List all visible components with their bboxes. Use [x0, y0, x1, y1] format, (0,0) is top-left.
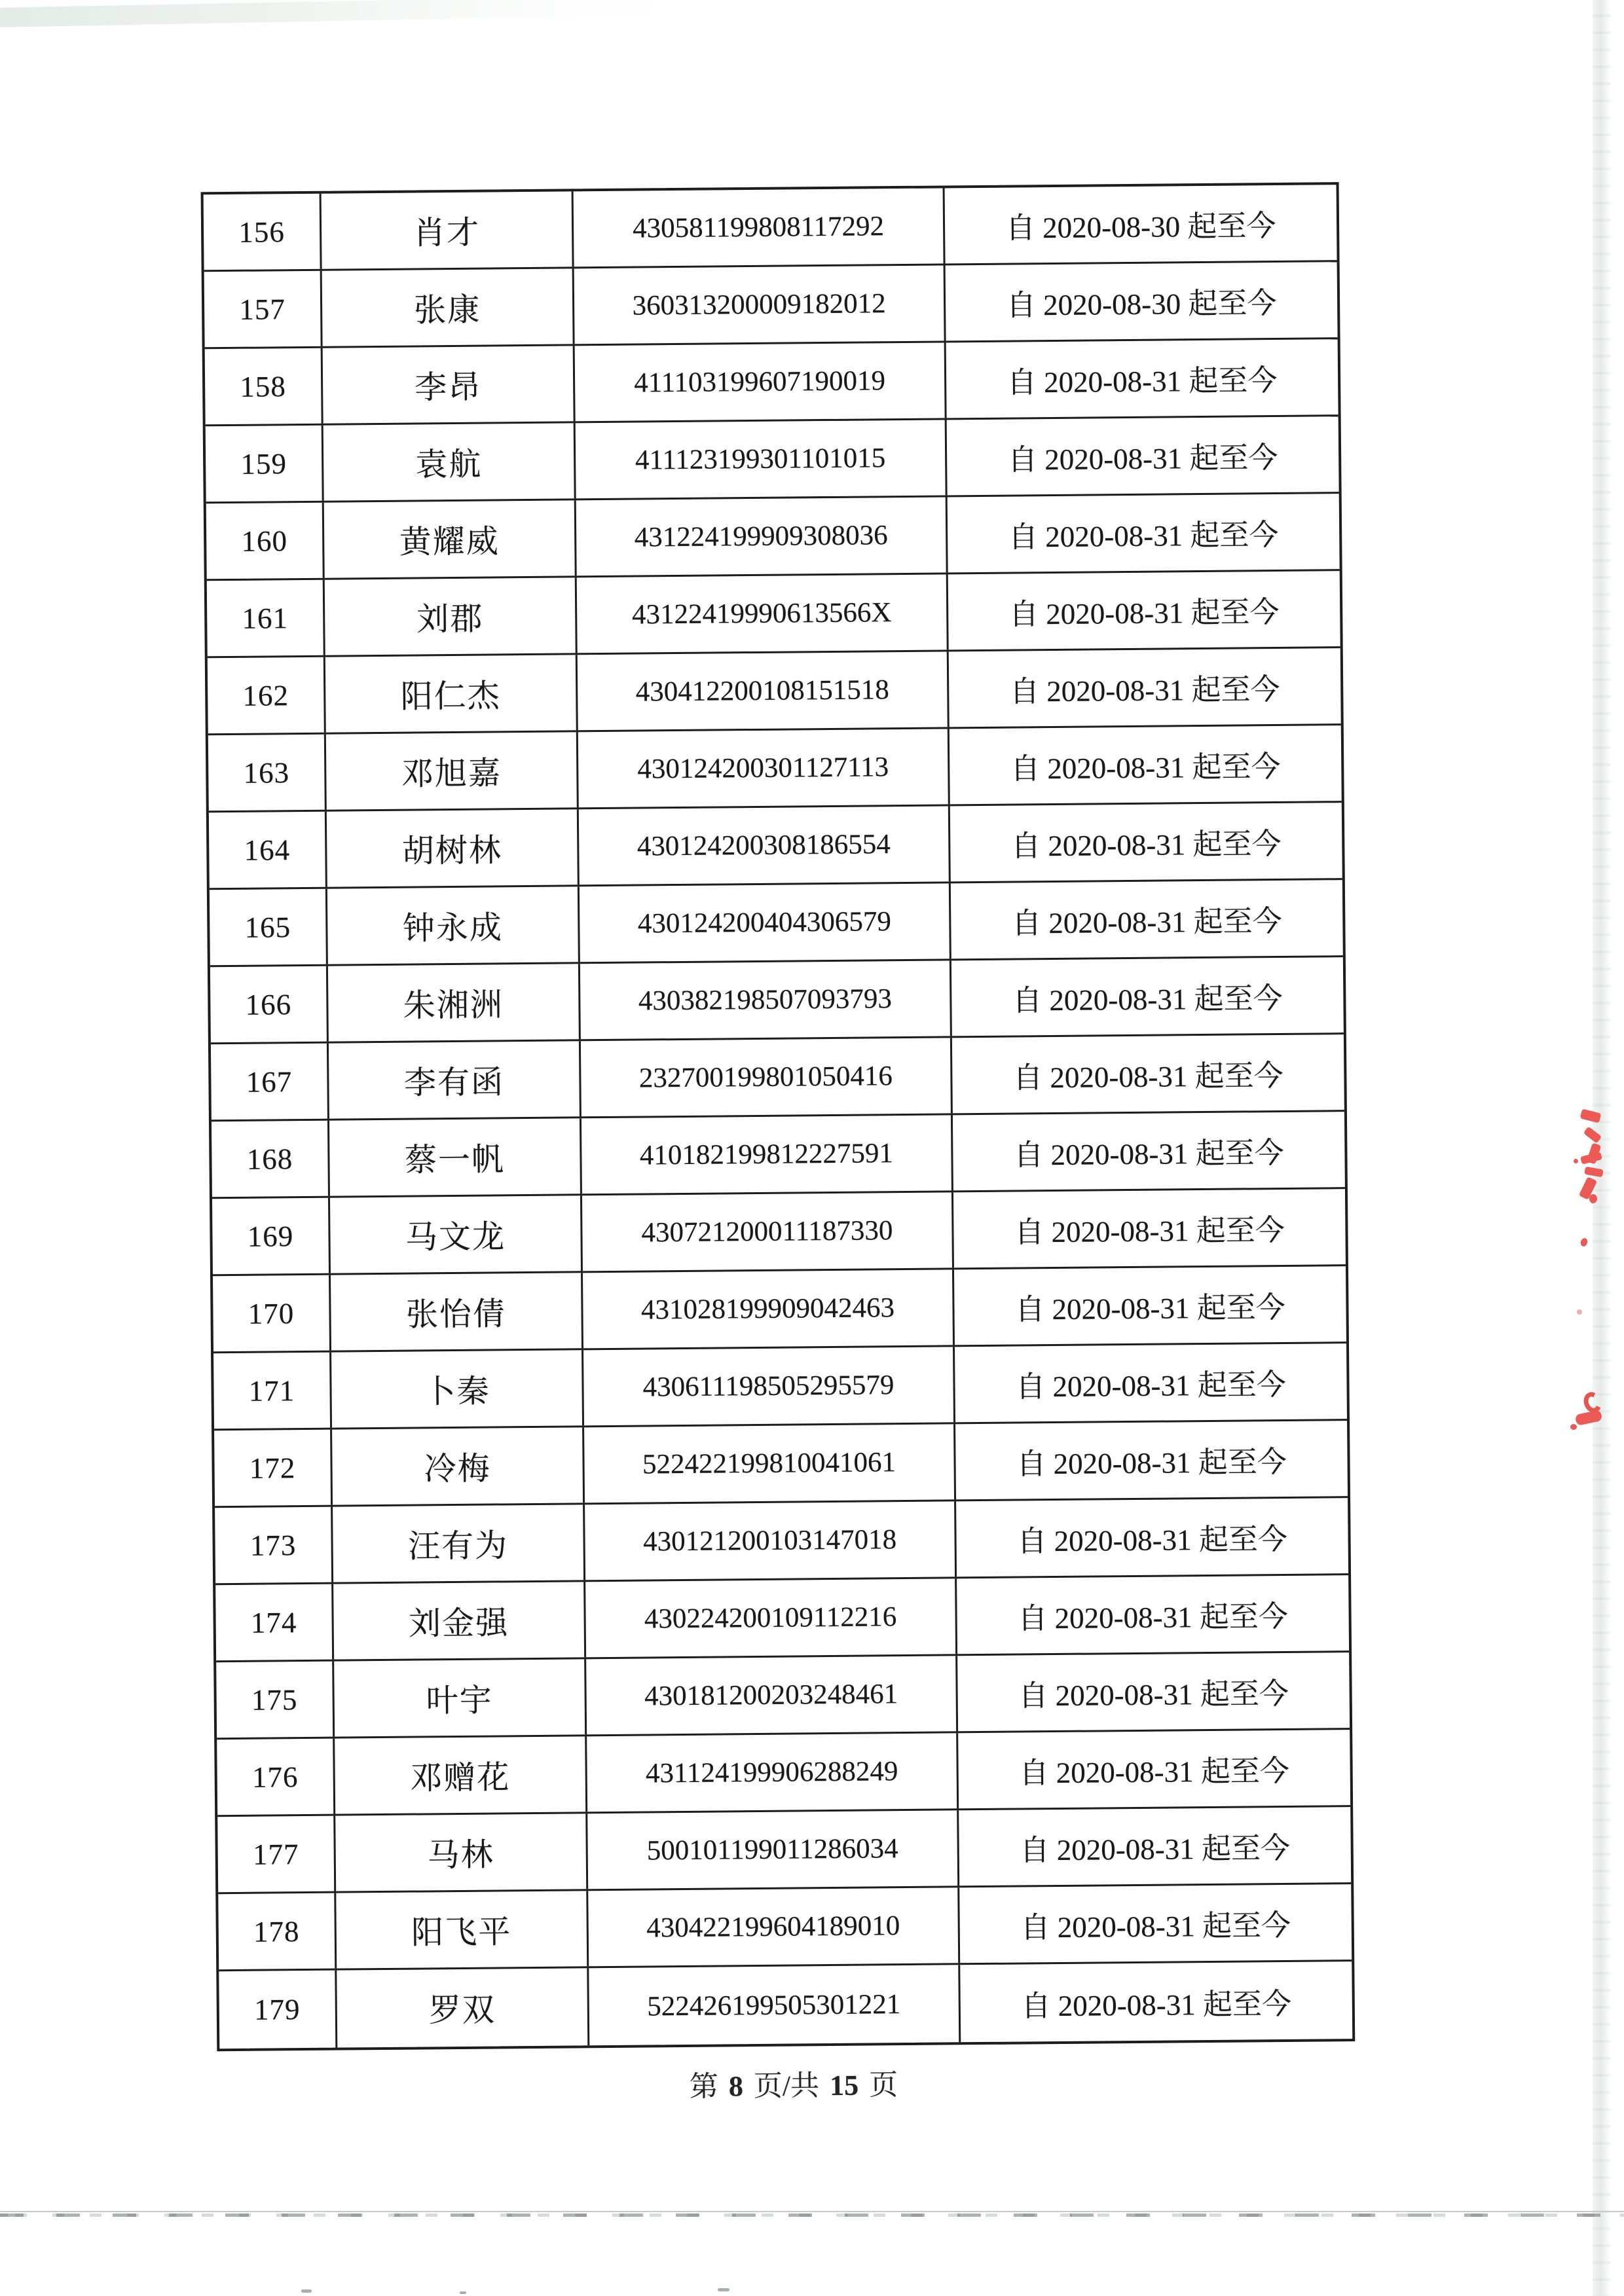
- validity-period: 自 2020-08-31 起至今: [1007, 441, 1278, 477]
- table-row: [214, 1421, 1348, 1508]
- row-number: 165: [210, 889, 328, 966]
- paper-speck: [718, 2288, 729, 2291]
- validity-period: 自 2020-08-31 起至今: [1012, 981, 1283, 1017]
- paper-speck: [460, 2291, 466, 2294]
- row-number: 175: [216, 1662, 335, 1738]
- table-row: [212, 1112, 1345, 1199]
- person-name: 钟永成: [327, 886, 580, 964]
- row-number: 179: [219, 1971, 337, 2049]
- validity-period: 自 2020-08-31 起至今: [1020, 1908, 1291, 1944]
- id-number: 430611198505295579: [583, 1347, 955, 1425]
- table-row: [217, 1730, 1350, 1817]
- validity-period: 自 2020-08-31 起至今: [1016, 1445, 1287, 1481]
- person-name: 马文龙: [330, 1195, 583, 1273]
- footer-suffix: 页: [868, 2069, 898, 2102]
- person-name: 刘金强: [333, 1582, 586, 1659]
- validity-period: 自 2020-08-31 起至今: [1017, 1522, 1288, 1558]
- person-name: 张怡倩: [331, 1273, 583, 1350]
- id-number: 430124200308186554: [579, 806, 951, 884]
- row-number: 159: [206, 426, 324, 502]
- id-number: 430412200108151518: [578, 651, 950, 730]
- person-name: 卜秦: [331, 1350, 584, 1427]
- table-row: [216, 1652, 1350, 1740]
- person-name: 朱湘洲: [328, 964, 581, 1041]
- table-row: [206, 494, 1340, 581]
- scan-dashes-bottom: [0, 2214, 1624, 2217]
- id-number: 360313200009182012: [574, 265, 946, 344]
- row-number: 177: [217, 1816, 336, 1893]
- table-row: [215, 1498, 1348, 1585]
- id-number: 431124199906288249: [587, 1733, 959, 1812]
- footer-page-number: 8: [728, 2070, 744, 2103]
- table-row: [219, 1961, 1352, 2049]
- row-number: 166: [210, 966, 329, 1043]
- row-number: 173: [215, 1507, 333, 1584]
- validity-period: 自 2020-08-31 起至今: [1008, 518, 1279, 554]
- row-number: 174: [215, 1584, 334, 1661]
- row-number: 157: [204, 271, 323, 348]
- roster-table: [201, 182, 1356, 2051]
- validity-period: 自 2020-08-31 起至今: [1015, 1290, 1285, 1326]
- table-row: [215, 1575, 1349, 1662]
- person-name: 刘郡: [325, 577, 578, 655]
- row-number: 178: [218, 1893, 337, 1970]
- row-number: 171: [213, 1353, 332, 1429]
- row-number: 172: [214, 1430, 333, 1506]
- person-name: 邓旭嘉: [326, 732, 579, 809]
- person-name: 叶宇: [334, 1659, 587, 1736]
- validity-period: 自 2020-08-31 起至今: [1012, 1059, 1283, 1095]
- page-footer: [690, 2061, 898, 2105]
- id-number: 431224199909308036: [576, 497, 948, 575]
- table-row: [209, 803, 1342, 890]
- table-row: [204, 185, 1337, 272]
- row-number: 170: [213, 1275, 331, 1352]
- row-number: 167: [211, 1044, 329, 1120]
- validity-period: 自 2020-08-31 起至今: [1019, 1754, 1290, 1790]
- person-name: 邓赠花: [335, 1736, 587, 1813]
- id-number: 43122419990613566X: [577, 574, 949, 653]
- row-number: 163: [208, 735, 327, 811]
- scan-line-bottom: [0, 2211, 1624, 2212]
- row-number: 164: [209, 812, 327, 888]
- row-number: 156: [204, 194, 322, 270]
- table-row: [210, 957, 1344, 1044]
- id-number: 522426199505301221: [589, 1965, 961, 2045]
- table-row: [212, 1189, 1346, 1276]
- table-row: [218, 1884, 1352, 1971]
- id-number: 431028199909042463: [583, 1269, 955, 1348]
- person-name: 李有函: [329, 1041, 581, 1118]
- id-number: 411123199301101015: [576, 420, 948, 498]
- row-number: 160: [206, 503, 325, 579]
- table-row: [207, 571, 1340, 658]
- validity-period: 自 2020-08-30 起至今: [1005, 210, 1276, 245]
- row-number: 169: [212, 1198, 331, 1275]
- person-name: 黄耀威: [324, 500, 577, 577]
- id-number: 430721200011187330: [582, 1192, 954, 1271]
- table-row: [208, 725, 1342, 812]
- validity-period: 自 2020-08-31 起至今: [1009, 672, 1280, 708]
- validity-period: 自 2020-08-31 起至今: [1021, 1987, 1292, 2023]
- id-number: 430121200103147018: [585, 1501, 957, 1580]
- table-row: [211, 1034, 1344, 1121]
- id-number: 430422199604189010: [588, 1887, 960, 1966]
- table-row: [208, 648, 1341, 735]
- id-number: 500101199011286034: [587, 1810, 959, 1889]
- person-name: 冷梅: [332, 1427, 585, 1504]
- person-name: 汪有为: [333, 1504, 585, 1582]
- row-number: 176: [217, 1739, 335, 1815]
- table-row: [205, 339, 1338, 426]
- id-number: 430181200203248461: [586, 1656, 958, 1734]
- id-number: 430224200109112216: [585, 1578, 957, 1657]
- table-row: [217, 1807, 1351, 1894]
- footer-prefix: 第: [689, 2070, 719, 2103]
- person-name: 袁航: [323, 423, 576, 500]
- table-row: [210, 880, 1343, 967]
- person-name: 马林: [335, 1813, 588, 1891]
- validity-period: 自 2020-08-31 起至今: [1006, 364, 1278, 399]
- id-number: 522422199810041061: [584, 1424, 956, 1503]
- person-name: 阳飞平: [336, 1891, 589, 1968]
- table-row: [213, 1266, 1346, 1353]
- table-row: [204, 262, 1338, 349]
- person-name: 蔡一帆: [329, 1118, 582, 1195]
- validity-period: 自 2020-08-31 起至今: [1018, 1677, 1289, 1713]
- table-row: [213, 1343, 1347, 1430]
- validity-period: 自 2020-08-31 起至今: [1010, 827, 1282, 863]
- person-name: 肖才: [322, 191, 574, 268]
- validity-period: 自 2020-08-31 起至今: [1011, 904, 1282, 940]
- row-number: 161: [207, 580, 325, 657]
- person-name: 李昂: [323, 346, 576, 423]
- id-number: 232700199801050416: [581, 1038, 953, 1116]
- validity-period: 自 2020-08-31 起至今: [1016, 1368, 1286, 1404]
- id-number: 430581199808117292: [574, 188, 946, 266]
- table-row: [206, 416, 1339, 503]
- validity-period: 自 2020-08-30 起至今: [1006, 287, 1277, 322]
- person-name: 张康: [322, 268, 575, 346]
- row-number: 162: [208, 657, 326, 734]
- validity-period: 自 2020-08-31 起至今: [1013, 1136, 1284, 1172]
- id-number: 411103199607190019: [575, 342, 947, 421]
- row-number: 158: [205, 348, 323, 425]
- validity-period: 自 2020-08-31 起至今: [1020, 1831, 1291, 1867]
- footer-middle: 页/共: [753, 2069, 820, 2103]
- id-number: 430124200404306579: [580, 883, 951, 962]
- validity-period: 自 2020-08-31 起至今: [1008, 595, 1280, 631]
- paper-speck: [301, 2289, 312, 2293]
- validity-period: 自 2020-08-31 起至今: [1018, 1599, 1289, 1635]
- person-name: 罗双: [337, 1968, 589, 2047]
- id-number: 430382198507093793: [580, 960, 952, 1039]
- person-name: 胡树林: [327, 809, 580, 886]
- validity-period: 自 2020-08-31 起至今: [1010, 750, 1281, 786]
- row-number: 168: [212, 1121, 330, 1197]
- footer-total-pages: 15: [829, 2069, 859, 2102]
- person-name: 阳仁杰: [325, 655, 578, 732]
- validity-period: 自 2020-08-31 起至今: [1014, 1213, 1285, 1249]
- id-number: 410182199812227591: [581, 1115, 953, 1194]
- id-number: 430124200301127113: [578, 729, 950, 807]
